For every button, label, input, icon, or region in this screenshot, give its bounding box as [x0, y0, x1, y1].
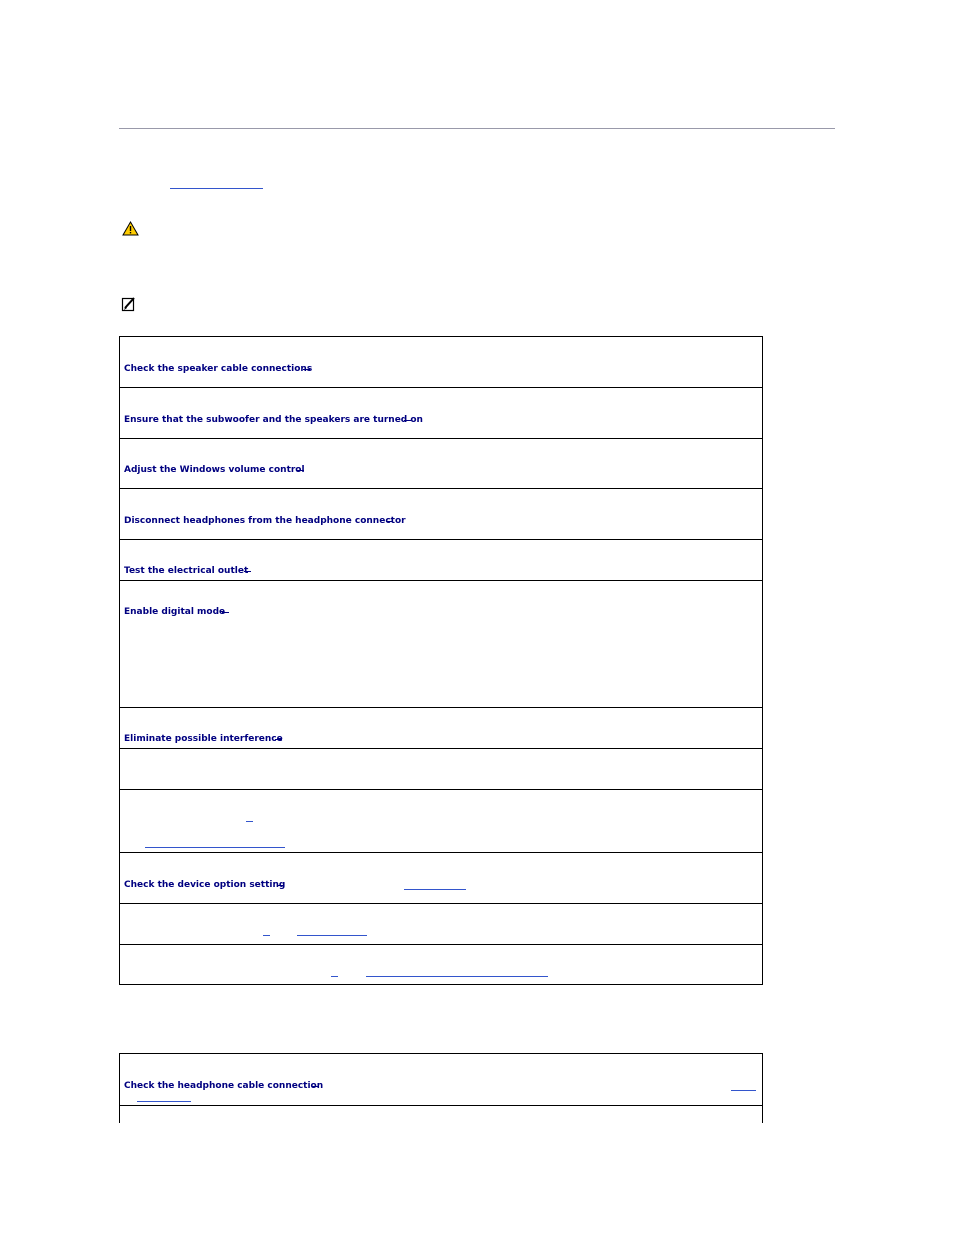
link-underline[interactable] [145, 847, 285, 848]
row-label: Check the speaker cable connections [124, 364, 313, 374]
top-link[interactable] [170, 188, 263, 189]
table-row [120, 539, 762, 581]
table-row [120, 903, 762, 945]
table-row [120, 707, 762, 749]
link-underline[interactable] [246, 821, 253, 822]
table-row [120, 488, 762, 540]
headphone-troubleshooting-table [119, 1053, 763, 1123]
link-underline[interactable] [404, 889, 466, 890]
table-row [120, 337, 762, 387]
table-row [120, 852, 762, 904]
table-row [120, 748, 762, 790]
row-label: Test the electrical outlet [124, 566, 249, 576]
row-label: Enable digital mode [124, 607, 226, 617]
row-label: Adjust the Windows volume control [124, 465, 305, 475]
em-dash [303, 369, 310, 370]
note-icon [121, 296, 137, 312]
em-dash [297, 470, 304, 471]
table-row [120, 387, 762, 439]
table-row [120, 944, 762, 985]
link-underline[interactable] [297, 935, 367, 936]
em-dash [222, 612, 229, 613]
table-row [120, 1105, 762, 1126]
link-underline[interactable] [731, 1090, 756, 1091]
table-row [120, 438, 762, 489]
row-label: Eliminate possible interference [124, 734, 283, 744]
row-label: Ensure that the subwoofer and the speakers are turned on [124, 415, 423, 425]
caution-icon [122, 221, 139, 236]
row-label: Check the device option setting [124, 880, 286, 890]
table-row [120, 789, 762, 853]
link-underline[interactable] [137, 1101, 191, 1102]
em-dash [275, 739, 282, 740]
row-label: Check the headphone cable connection [124, 1081, 324, 1091]
em-dash [277, 885, 284, 886]
link-underline[interactable] [263, 935, 270, 936]
header-rule [119, 128, 835, 129]
em-dash [404, 420, 411, 421]
table-row [120, 1054, 762, 1105]
em-dash [312, 1086, 319, 1087]
link-underline[interactable] [331, 976, 338, 977]
speaker-troubleshooting-table [119, 336, 763, 985]
link-underline[interactable] [366, 976, 548, 977]
em-dash [244, 571, 251, 572]
table-row [120, 580, 762, 708]
row-label: Disconnect headphones from the headphone connector [124, 516, 406, 526]
em-dash [386, 521, 393, 522]
